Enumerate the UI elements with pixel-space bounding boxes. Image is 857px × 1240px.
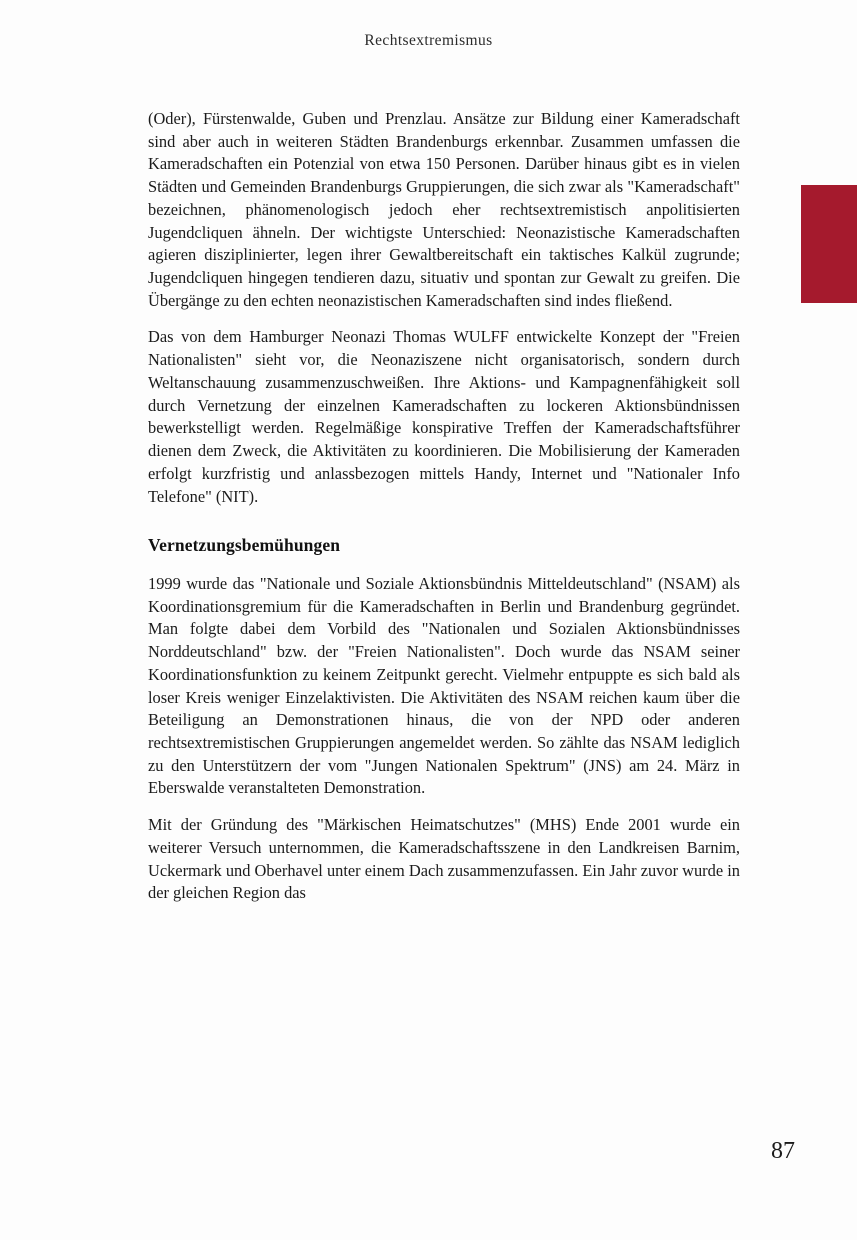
- page-edge-marker: [801, 185, 857, 303]
- page-body: [148, 108, 740, 905]
- section-heading: Vernetzungsbemühungen: [148, 535, 341, 556]
- body-paragraph: 1999 wurde das "Nationale und Soziale Aktionsbündnis Mitteldeutschland" (NSAM) als Koordinationsgremium für die Kameradschaften in Berlin und Brandenburg gegründet. Man folgte dabei dem Vorbild des "Nationalen und Sozialen Aktionsbündnisses Norddeutschland" bzw. der "Freien Nationalisten". Doch wurde das NSAM seiner Koordinationsfunktion zu keinem Zeitpunkt gerecht. Vielmehr entpuppte es sich bald als loser Kreis weniger Einzelaktivisten. Die Aktivitäten des NSAM reichen kaum über die Beteiligung an Demonstrationen hinaus, die von der NPD oder anderen rechtsextremistischen Gruppierungen angemeldet werden. So zählte das NSAM lediglich zu den Unterstützern der vom "Jungen Nationalen Spektrum" (JNS) am 24. März in Eberswalde veranstalteten Demonstration.: [148, 573, 740, 798]
- body-paragraph: Das von dem Hamburger Neonazi Thomas WULFF entwickelte Konzept der "Freien Nationalisten" sieht vor, die Neonaziszene nicht organisatorisch, sondern durch Weltanschauung zusammenzuschweißen. Ihre Aktions- und Kampagnenfähigkeit soll durch Vernetzung der einzelnen Kameradschaften zu lockeren Aktionsbündnissen bewerkstelligt werden. Regelmäßige konspirative Treffen der Kameradschaftsführer dienen dem Zweck, die Aktivitäten zu koordinieren. Die Mobilisierung der Kameraden erfolgt kurzfristig und anlassbezogen mittels Handy, Internet und "Nationaler Info Telefone" (NIT).: [148, 327, 740, 506]
- body-paragraph: (Oder), Fürstenwalde, Guben und Prenzlau. Ansätze zur Bildung einer Kameradschaft sind aber auch in weiteren Städten Brandenburgs erkennbar. Zusammen umfassen die Kameradschaften ein Potenzial von etwa 150 Personen. Darüber hinaus gibt es in vielen Städten und Gemeinden Brandenburgs Gruppierungen, die sich zwar als "Kameradschaft" bezeichnen, phänomenologisch jedoch eher rechtsextremistisch anpolitisierten Jugendcliquen ähneln. Der wichtigste Unterschied: Neonazistische Kameradschaften agieren disziplinierter, legen ihrer Gewaltbereitschaft ein taktisches Kalkül zugrunde; Jugendcliquen hingegen tendieren dazu, situativ und spontan zur Gewalt zu greifen. Die Übergänge zu den echten neonazistischen Kameradschaften sind indes fließend.: [148, 109, 740, 310]
- body-paragraph: Mit der Gründung des "Märkischen Heimatschutzes" (MHS) Ende 2001 wurde ein weiterer Versuch unternommen, die Kameradschaftsszene in den Landkreisen Barnim, Uckermark und Oberhavel unter einem Dach zusammenzufassen. Ein Jahr zuvor wurde in der gleichen Region das: [148, 815, 740, 903]
- page-number: 87: [771, 1138, 795, 1164]
- running-head: Rechtsextremismus: [364, 32, 493, 49]
